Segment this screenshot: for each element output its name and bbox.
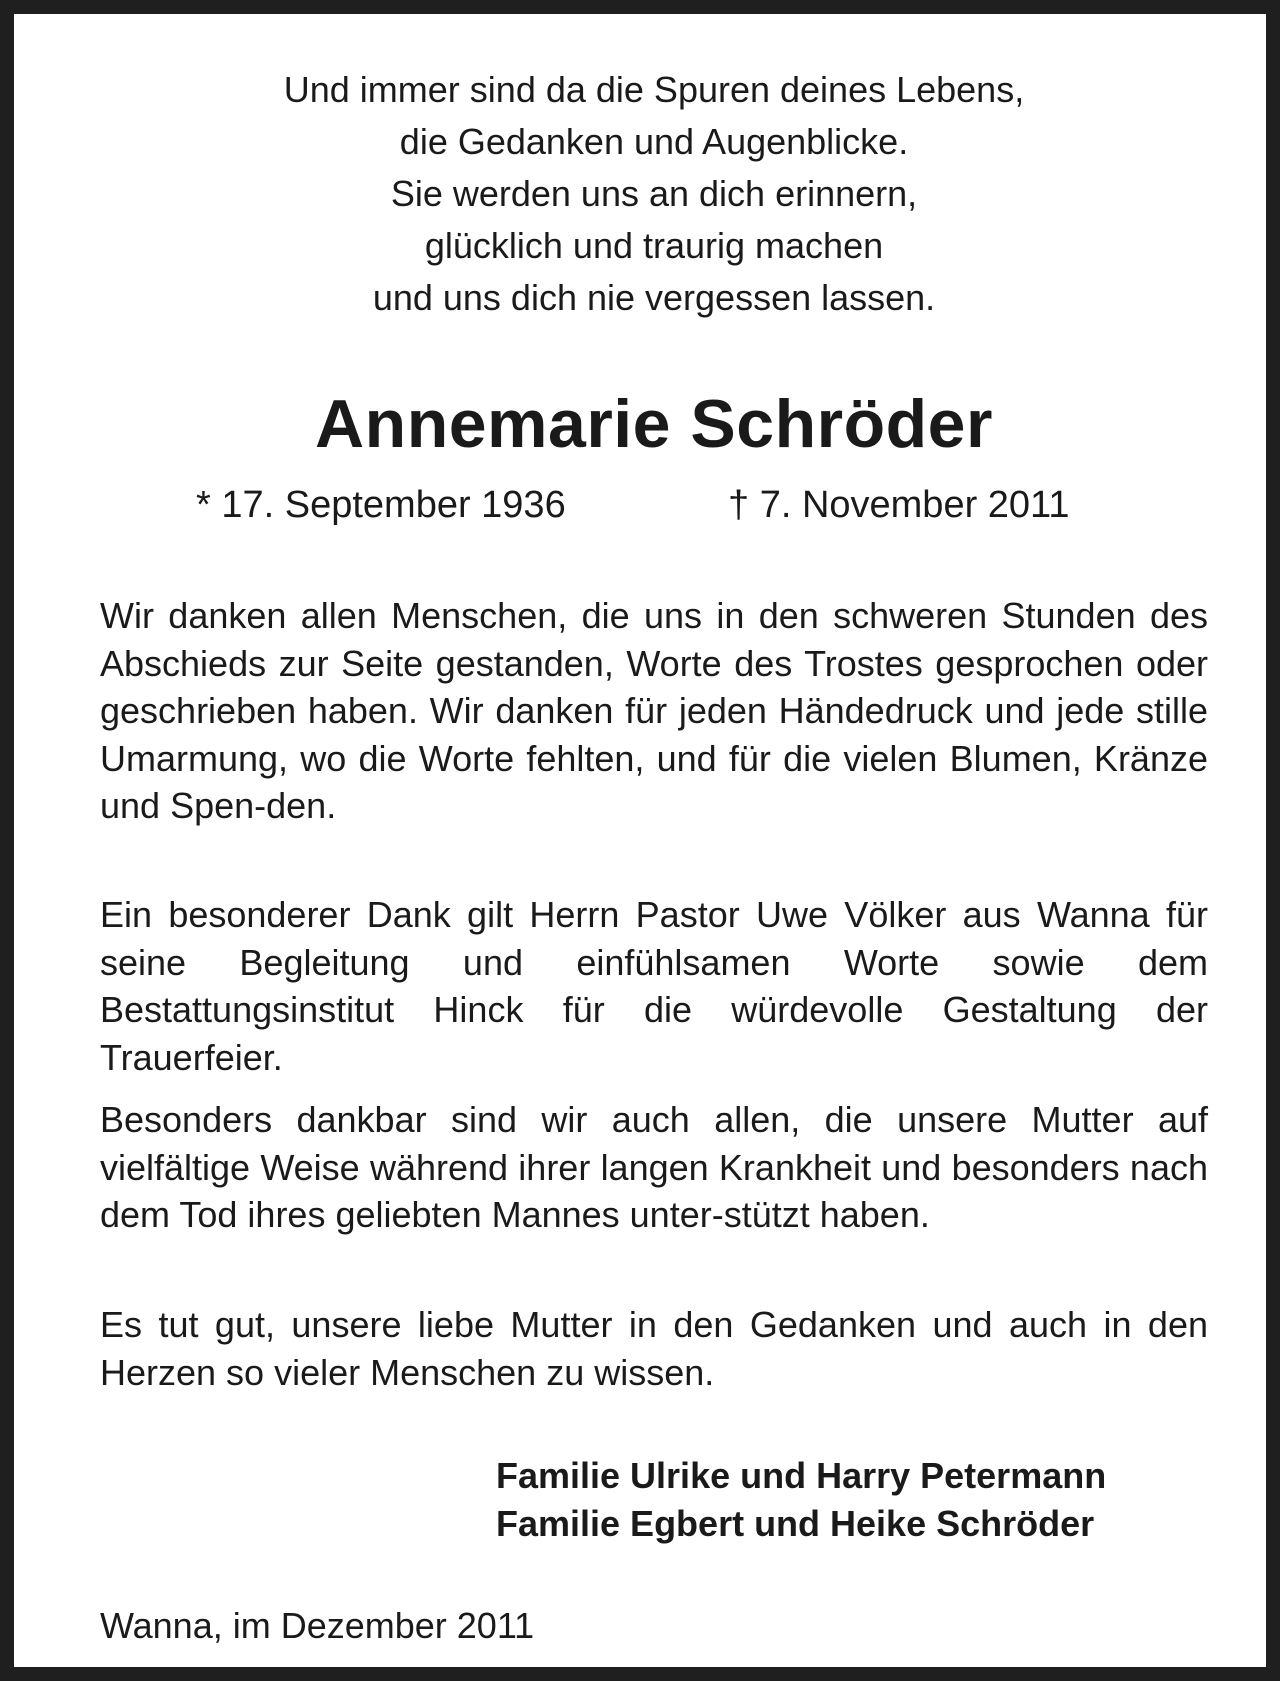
poem-line: die Gedanken und Augenblicke. (399, 121, 909, 162)
place-date: Wanna, im Dezember 2011 (100, 1605, 535, 1646)
poem-line: Und immer sind da die Spuren deines Lebens, (283, 69, 1025, 110)
poem-line: glücklich und traurig machen (424, 225, 884, 266)
death-date: † 7. November 2011 (728, 484, 1070, 526)
deceased-name: Annemarie Schröder (315, 386, 993, 462)
thanks-paragraph: Ein besonderer Dank gilt Herrn Pastor Uwe Völker aus Wanna für seine Begleitung und einfühlsamen Worte sowie dem Bestattungsinstitut Hinck für die würdevolle Gestaltung der Trauerfeier. (100, 894, 1208, 1078)
signatures (496, 1452, 1106, 1548)
signature-line: Familie Ulrike und Harry Petermann (496, 1455, 1107, 1496)
birth-date: * 17. September 1936 (196, 484, 566, 526)
thanks-paragraph: Wir danken allen Menschen, die uns in den schweren Stunden des Abschieds zur Seite gestanden, Worte des Trostes gesprochen oder geschrieben haben. Wir danken für jeden Händedruck und jede stille Umarmung, wo die Worte fehlten, und für die vielen Blumen, Kränze und Spen-den. (100, 595, 1208, 826)
poem-line: und uns dich nie vergessen lassen. (372, 277, 936, 318)
signature-line: Familie Egbert und Heike Schröder (496, 1503, 1095, 1544)
thanks-paragraph: Es tut gut, unsere liebe Mutter in den Gedanken und auch in den Herzen so vieler Menschen zu wissen. (100, 1304, 1208, 1393)
poem-line: Sie werden uns an dich erinnern, (390, 173, 918, 214)
poem (14, 64, 1280, 324)
thanks-paragraph: Besonders dankbar sind wir auch allen, die unsere Mutter auf vielfältige Weise während ihrer langen Krankheit und besonders nach dem Tod ihres geliebten Mannes unter-stützt haben. (100, 1099, 1208, 1235)
